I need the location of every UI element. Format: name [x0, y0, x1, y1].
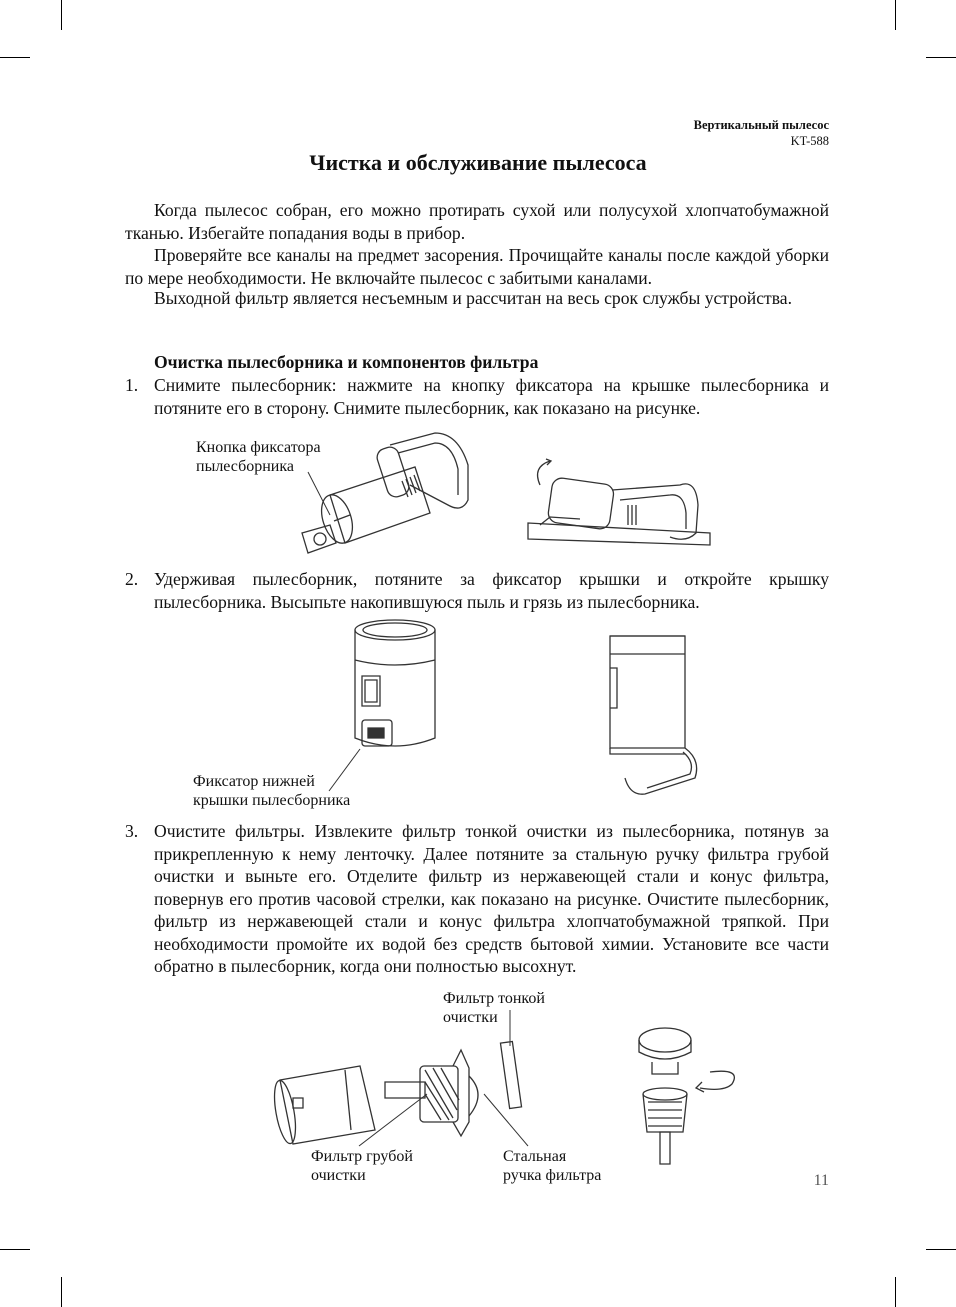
step-text: Удерживая пылесборник, потяните за фиксатор крышки и откройте крышку пылесборника. Высыпьте накопившуюся пыль и грязь из пылесборника.	[154, 569, 829, 612]
crop-mark	[895, 0, 896, 30]
section-subheading: Очистка пылесборника и компонентов фильтра	[154, 352, 539, 372]
intro-paragraph: Проверяйте все каналы на предмет засорения. Прочищайте каналы после каждой уборки по мере необходимости. Не включайте пылесос с забитыми каналами.	[125, 245, 829, 288]
intro-paragraph: Когда пылесос собран, его можно протирать сухой или полусухой хлопчатобумажной тканью. Избегайте попадания воды в прибор.	[125, 200, 829, 243]
dust-container-closed-illustration	[350, 618, 440, 763]
leader-line	[480, 1090, 540, 1150]
leader-line	[325, 745, 365, 795]
dust-container-open-lid-illustration	[605, 628, 715, 798]
crop-mark	[926, 57, 956, 58]
leader-line	[300, 470, 340, 520]
label-fine-filter: Фильтр тонкой очистки	[443, 990, 545, 1026]
dust-container-removal-illustration	[520, 455, 710, 550]
intro-paragraph: Выходной фильтр является несъемным и рассчитан на весь срок службы устройства.	[154, 288, 793, 308]
crop-mark	[61, 1277, 62, 1307]
crop-mark	[0, 57, 30, 58]
label-coarse-filter: Фильтр грубой очистки	[311, 1148, 413, 1184]
header-product: Вертикальный пылесос	[693, 118, 829, 132]
label-steel-handle: Стальная ручка фильтра	[503, 1148, 602, 1184]
page-title: Чистка и обслуживание пылесоса	[309, 150, 647, 175]
filter-disassembly-illustration	[630, 1022, 750, 1172]
step-number: 3.	[125, 821, 139, 841]
crop-mark	[61, 0, 62, 30]
step-text: Снимите пылесборник: нажмите на кнопку фиксатора на крышке пылесборника и потяните его в сторону. Снимите пылесборник, как показано на рисунке.	[154, 375, 829, 418]
crop-mark	[895, 1277, 896, 1307]
page-number: 11	[813, 1172, 829, 1189]
step-item	[125, 374, 829, 419]
header-model: KT-588	[790, 134, 829, 148]
label-bottom-latch: Фиксатор нижней крышки пылесборника	[193, 773, 351, 809]
step-item	[125, 568, 829, 613]
crop-mark	[926, 1249, 956, 1250]
step-number: 1.	[125, 375, 139, 395]
step-text: Очистите фильтры. Извлеките фильтр тонкой очистки из пылесборника, потянув за прикрепленную к нему ленточку. Далее потяните за стальную ручку фильтра грубой очистки и выньте его. Отделите фильтр из нержавеющей стали и конус фильтра, повернув его против часовой стрелки, как показано на рисунке. Очистите пылесборник, фильтр из нержавеющей стали и конус фильтра хлопчатобумажной тряпкой. При необходимости промойте их водой без средств бытовой химии. Установите все части обратно в пылесборник, когда они полностью высохнут.	[154, 821, 829, 976]
crop-mark	[0, 1249, 30, 1250]
step-item	[125, 820, 829, 978]
label-latch-button: Кнопка фиксатора пылесборника	[196, 439, 321, 475]
step-number: 2.	[125, 569, 139, 589]
leader-line	[355, 1090, 435, 1150]
